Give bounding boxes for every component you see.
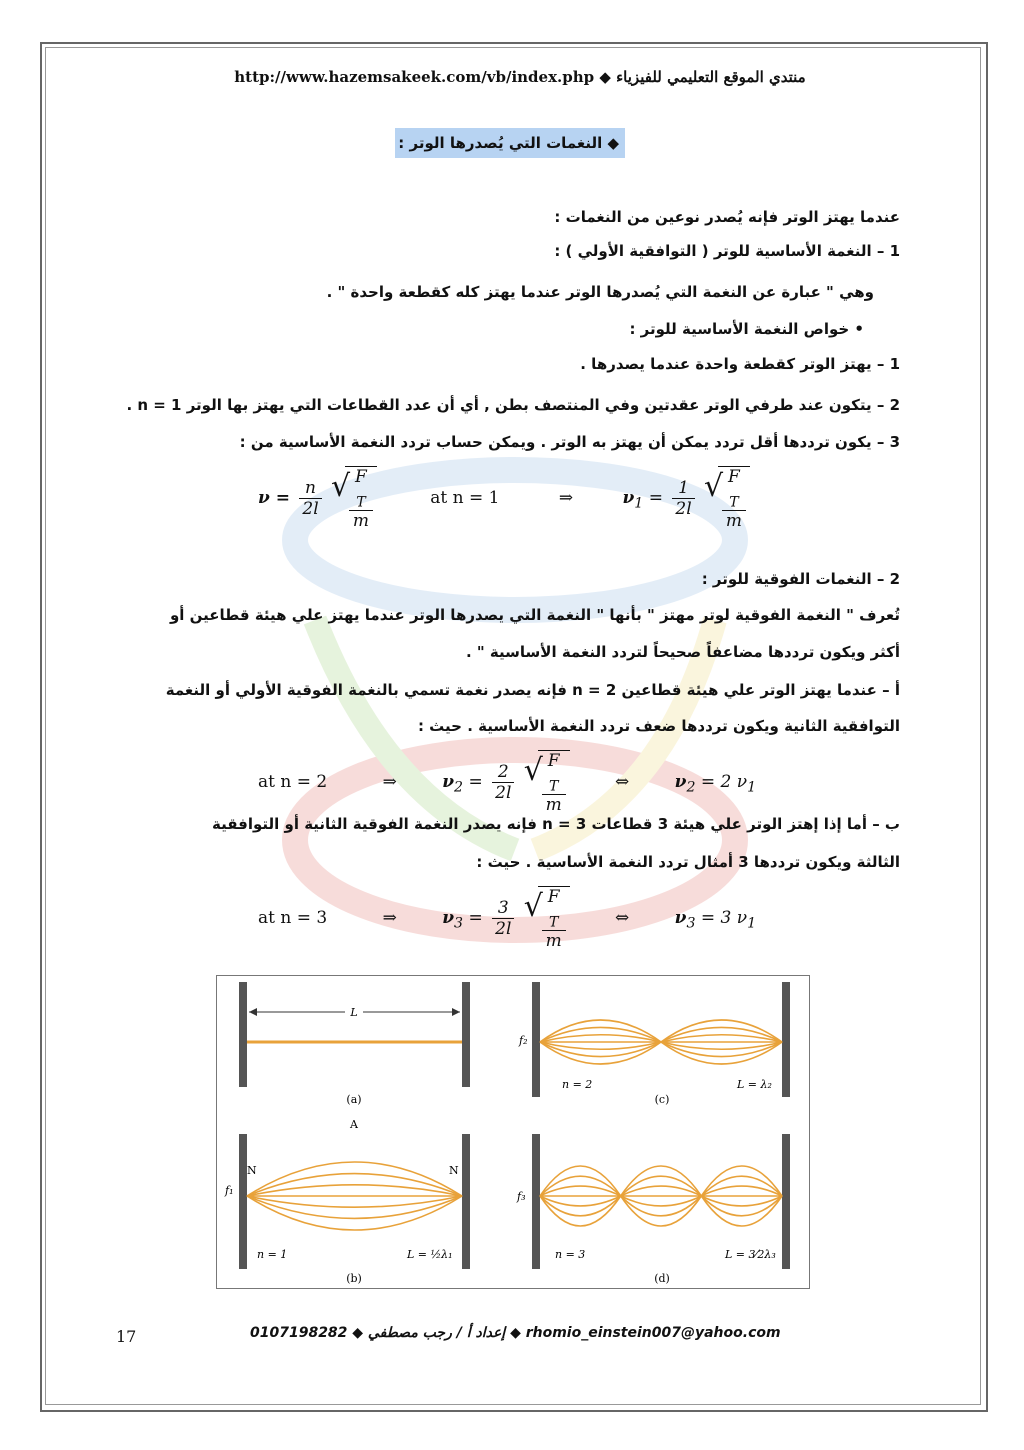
intro-line: عندما يهتز الوتر فإنه يُصدر نوعين من النغمات : [554, 208, 900, 226]
property-1: 1 – يهتز الوتر كقطعة واحدة عندما يصدرها . [580, 355, 900, 373]
equation-fundamental: ν = $\frac{n}{2l}$ √ F $_T$ m at n = 1 ⇒ $\nu_1$ = $\frac{1}{2l}$ √ F $_T$ m [258, 466, 750, 531]
L1-label: L = ½λ₁ [407, 1248, 453, 1261]
equation-third-harmonic: at n = 3 ⇒ $\nu_3$ = $\frac{3}{2l}$ √ F $_T$ m ⇔ $\nu_3 = 3$ $\nu_1$ [258, 886, 756, 951]
fundamental-heading: 1 – النغمة الأساسية للوتر ( التوافقية الأولي ) : [554, 242, 900, 260]
header-forum: منتدي الموقع التعليمي للفيزياء ◆ [599, 68, 806, 86]
L2-label: L = λ₂ [737, 1078, 772, 1091]
panel-d [516, 1134, 790, 1285]
page-number: 17 [116, 1327, 137, 1346]
node-right-label: N [449, 1164, 459, 1177]
waveB-curve-2 [247, 1196, 462, 1207]
page-header [120, 68, 920, 86]
n2-label: n = 2 [562, 1078, 593, 1091]
panel-c-label: (c) [654, 1093, 670, 1106]
properties-heading: • خواص النغمة الأساسية للوتر : [629, 320, 864, 338]
overtones-heading: 2 – النغمات الفوقية للوتر : [701, 570, 900, 588]
header-url[interactable]: http://www.hazemsakeek.com/vb/index.php [234, 68, 595, 86]
case-b-line-1: ب – أما إذا إهتز الوتر علي هيئة 3 قطاعات n = 3 فإنه يصدر النغمة الفوقية الثانية أو التوافقية [212, 815, 900, 833]
node-left-label: N [247, 1164, 257, 1177]
antinode-label: A [350, 1118, 358, 1131]
case-b-line-2: الثالثة ويكون ترددها 3 أمثال تردد النغمة الأساسية . حيث : [476, 853, 900, 871]
fundamental-definition: وهي " عبارة عن النغمة التي يُصدرها الوتر عندما يهتز كله كقطعة واحدة " . [326, 283, 874, 301]
n3-label: n = 3 [555, 1248, 586, 1261]
panel-b [224, 1118, 470, 1285]
overtone-definition-1: تُعرف " النغمة الفوقية لوتر مهتز " بأنها " النغمة التي يصدرها الوتر عندما يهتز علي هيئة قطاعين أو [169, 606, 900, 624]
case-a-line-1: أ – عندما يهتز الوتر علي هيئة قطاعين n = 2 فإنه يصدر نغمة تسمي بالنغمة الفوقية الأولي أو النغمة [165, 681, 900, 699]
waveB-curve-4 [247, 1185, 462, 1196]
case-a-line-2: التوافقية الثانية ويكون ترددها ضعف تردد النغمة الأساسية . حيث : [417, 717, 900, 735]
panel-a [239, 982, 470, 1106]
length-label: L [350, 1006, 358, 1019]
n1-label: n = 1 [257, 1248, 288, 1261]
panel-c [518, 982, 790, 1106]
L3-label: L = 3⁄2λ₃ [725, 1248, 776, 1261]
f2-label: f₂ [519, 1034, 528, 1047]
f1-label: f₁ [225, 1184, 234, 1197]
overtone-definition-2: أكثر ويكون ترددها مضاعفاً صحيحاً لتردد النغمة الأساسية " . [465, 643, 900, 661]
panel-b-label: (b) [346, 1272, 362, 1285]
panel-d-label: (d) [654, 1272, 670, 1285]
property-2: 2 – يتكون عند طرفي الوتر عقدتين وفي المنتصف بطن , أي أن عدد القطاعات التي يهتز بها الوتر n = 1 . [126, 396, 900, 414]
f3-label: f₃ [517, 1190, 526, 1203]
footer-author: إعداد أ / رجب مصطفي ◆ 0107198282 ◆ rhomio_einstein007@yahoo.com [250, 1325, 781, 1341]
standing-waves-figure [216, 975, 810, 1289]
section-title: ◆ النغمات التي يُصدرها الوتر : [395, 128, 625, 158]
equation-second-harmonic: at n = 2 ⇒ $\nu_2$ = $\frac{2}{2l}$ √ F $_T$ m ⇔ $\nu_2 = 2$ $\nu_1$ [258, 750, 756, 815]
panel-a-label: (a) [346, 1093, 362, 1106]
property-3: 3 – يكون ترددها أقل تردد يمكن أن يهتز به الوتر . ويمكن حساب تردد النغمة الأساسية من : [239, 433, 900, 451]
